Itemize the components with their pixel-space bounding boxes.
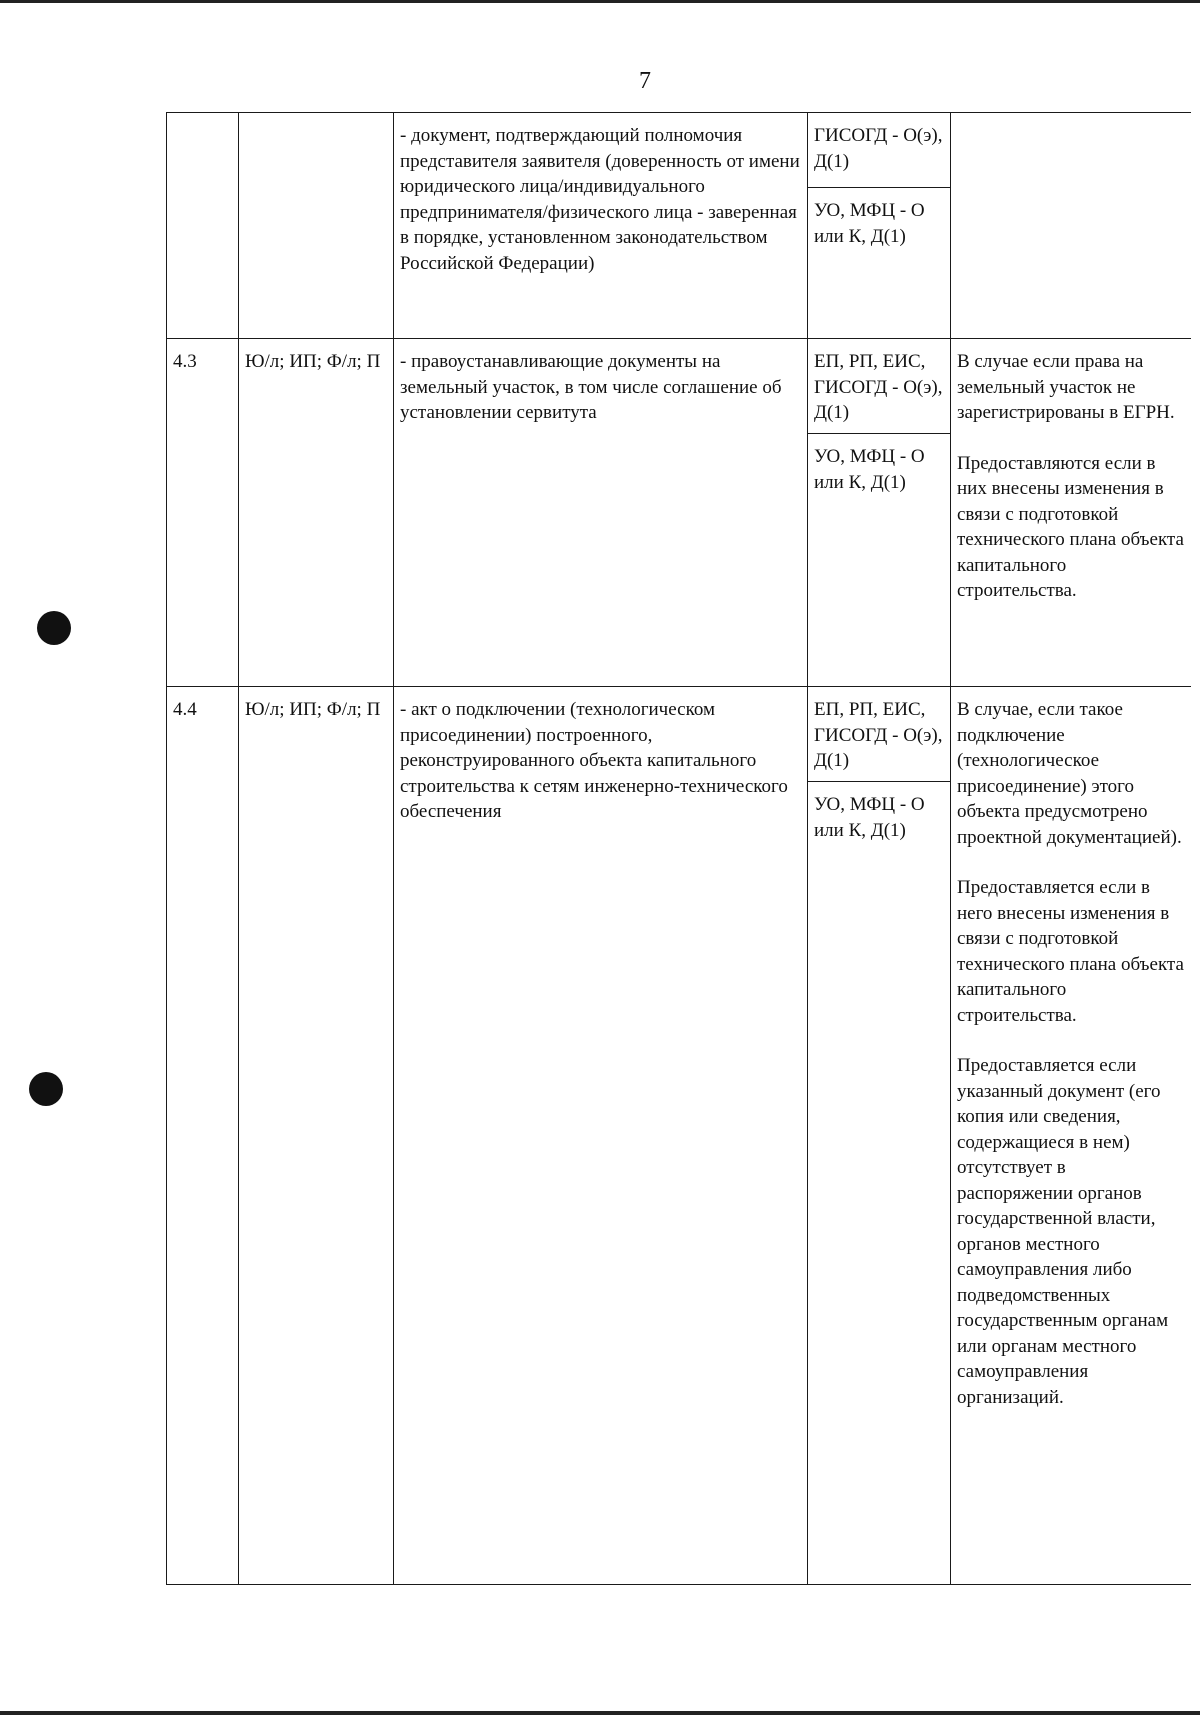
table-row (167, 113, 1191, 339)
row-number: 4.4 (173, 699, 197, 720)
page-number: 7 (639, 68, 651, 94)
source-electronic: ЕП, РП, ЕИС, ГИСОГД - О(э), Д(1) (808, 687, 950, 782)
notes-cell (951, 339, 1191, 687)
document-cell (394, 113, 808, 339)
applicant-types: Ю/л; ИП; Ф/л; П (245, 699, 381, 720)
sources-cell (808, 339, 951, 687)
applicant-types: Ю/л; ИП; Ф/л; П (245, 351, 381, 372)
scan-bottom-edge (0, 1711, 1200, 1715)
row-number-cell (167, 687, 239, 1585)
table-row (167, 687, 1191, 1585)
document-description: - акт о подключении (технологическом присоединении) построенного, реконструированного объекта капитального строительства к сетям инженерно-технического обеспечения (400, 699, 788, 822)
source-paper: УО, МФЦ - О или К, Д(1) (814, 794, 925, 841)
note-paragraph: Предоставляются если в них внесены изменения в связи с подготовкой технического плана объекта капитального строительства. (957, 452, 1184, 601)
source-electronic: ЕП, РП, ЕИС, ГИСОГД - О(э), Д(1) (808, 339, 950, 434)
row-number-cell (167, 113, 239, 339)
source-paper: УО, МФЦ - О или К, Д(1) (814, 200, 925, 247)
scan-top-edge (0, 0, 1200, 3)
note-paragraph: В случае, если такое подключение (технологическое присоединение) этого объекта предусмотрено проектной документацией). (957, 699, 1182, 848)
binder-hole-mark (29, 1072, 63, 1106)
row-number-cell (167, 339, 239, 687)
binder-hole-mark (37, 611, 71, 645)
notes-cell (951, 687, 1191, 1585)
sources-cell (808, 687, 951, 1585)
document-cell (394, 339, 808, 687)
note-paragraph: В случае если права на земельный участок не зарегистрированы в ЕГРН. (957, 351, 1175, 423)
documents-table (166, 112, 1191, 1585)
table-row (167, 339, 1191, 687)
source-electronic: ГИСОГД - О(э), Д(1) (808, 113, 950, 188)
document-description: - документ, подтверждающий полномочия представителя заявителя (доверенность от имени юридического лица/индивидуального предпринимателя/физического лица - заверенная в порядке, установленном законодательством Российской Федерации) (400, 125, 800, 274)
note-paragraph: Предоставляется если указанный документ (его копия или сведения, содержащиеся в нем) отсутствует в распоряжении органов государственной власти, органов местного самоуправления либо подведомственных государственным органам или органам местного самоуправления организаций. (957, 1055, 1169, 1408)
applicant-cell (239, 687, 394, 1585)
row-number: 4.3 (173, 351, 197, 372)
sources-cell (808, 113, 951, 339)
applicant-cell (239, 113, 394, 339)
document-cell (394, 687, 808, 1585)
notes-cell (951, 113, 1191, 339)
document-description: - правоустанавливающие документы на земельный участок, в том числе соглашение об установлении сервитута (400, 351, 782, 423)
note-paragraph: Предоставляется если в него внесены изменения в связи с подготовкой технического плана объекта капитального строительства. (957, 877, 1184, 1026)
source-paper: УО, МФЦ - О или К, Д(1) (814, 446, 925, 493)
applicant-cell (239, 339, 394, 687)
